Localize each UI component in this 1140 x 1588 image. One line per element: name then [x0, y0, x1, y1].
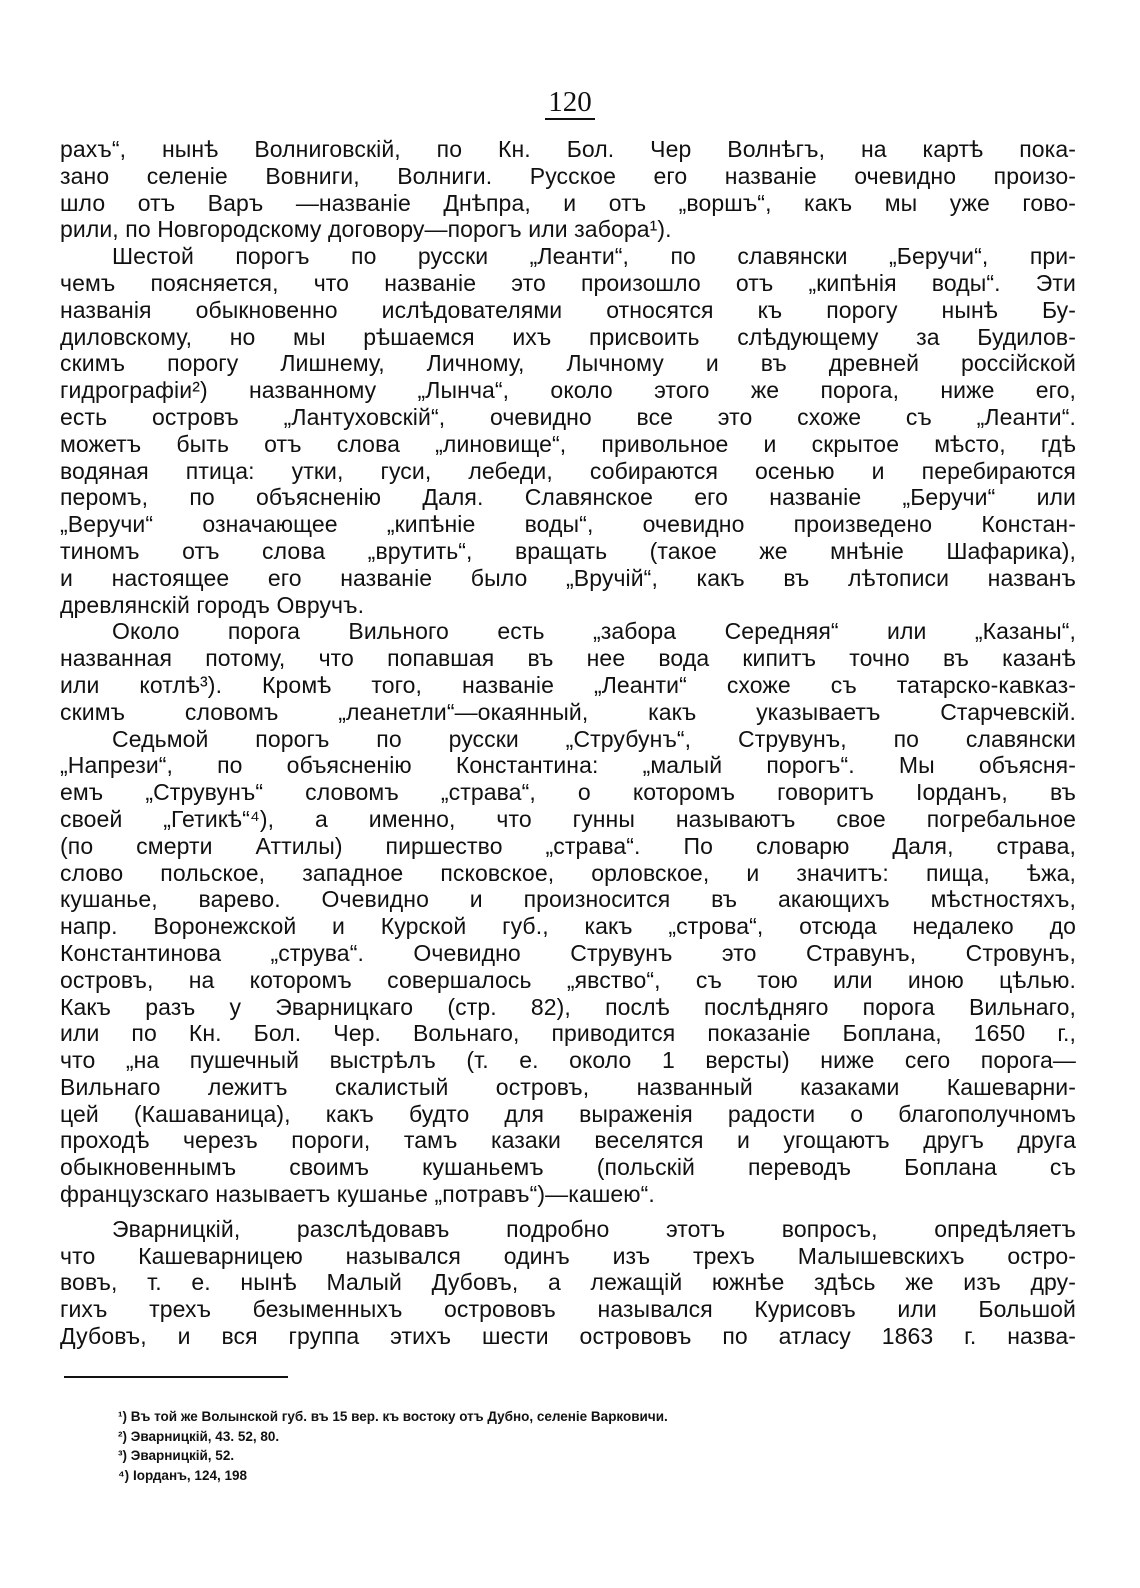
- text-line: есть островъ „Лантуховскій“, очевидно все это схоже съ „Леанти“.: [60, 403, 1076, 430]
- body-text: [60, 136, 1076, 1350]
- text-line: напр. Воронежской и Курской губ., какъ „строва“, отсюда недалеко до: [60, 913, 1076, 940]
- footnote: [118, 1427, 1018, 1447]
- paragraph-gap: [60, 1208, 1076, 1216]
- text-line: названія обыкновенно ислѣдователями относятся къ порогу нынѣ Бу-: [60, 296, 1076, 323]
- text-line: водяная птица: утки, гуси, лебеди, собираются осенью и перебираются: [60, 457, 1076, 484]
- text-line: скимъ порогу Лишнему, Личному, Лычному и въ древней россійской: [60, 350, 1076, 377]
- footnote-text: Эварницкій, 43. 52, 80.: [130, 1428, 280, 1444]
- footnote: [118, 1407, 1018, 1427]
- footnote: [118, 1446, 1018, 1466]
- text-line: и настоящее его названіе было „Вручій“, какъ въ лѣтописи названъ: [60, 564, 1076, 591]
- text-line: гидрографіи²) названному „Лынча“, около этого же порога, ниже его,: [60, 377, 1076, 404]
- text-line: вовъ, т. е. нынѣ Малый Дубовъ, а лежащій южнѣе здѣсь же изъ дру-: [60, 1269, 1076, 1296]
- text-line: емъ „Струвунъ“ словомъ „страва“, о которомъ говоритъ Іорданъ, въ: [60, 779, 1076, 806]
- text-line: древлянскій городъ Овручъ.: [60, 591, 365, 618]
- text-line: французскаго называетъ кушанье „потравъ“)—кашею“.: [60, 1181, 655, 1208]
- text-line: зано селеніе Вовниги, Волниги. Русское его названіе очевидно произо-: [60, 162, 1076, 189]
- text-line: шло отъ Варъ —названіе Днѣпра, и отъ „воршъ“, какъ мы уже гово-: [60, 189, 1076, 216]
- text-line: проходѣ черезъ пороги, тамъ казаки веселятся и угощаютъ другъ друга: [60, 1127, 1076, 1154]
- text-line: слово польское, западное псковское, орловское, и значитъ: пища, ѣжа,: [60, 859, 1076, 886]
- page-number: [0, 86, 1140, 118]
- text-line: чемъ поясняется, что названіе это произошло отъ „кипѣнія воды“. Эти: [60, 269, 1076, 296]
- footnotes: [118, 1407, 1018, 1485]
- text-line: „Напрези“, по объясненію Константина: „малый порогъ“. Мы объясня-: [60, 752, 1076, 779]
- footnote-text: Эварницкій, 52.: [130, 1448, 235, 1463]
- text-line: (по смерти Аттилы) пиршество „страва“. По словарю Даля, страва,: [60, 832, 1076, 859]
- text-line: или по Кн. Бол. Чер. Вольнаго, приводится показаніе Боплана, 1650 г.,: [60, 1020, 1076, 1047]
- text-line: обыкновеннымъ своимъ кушаньемъ (польскій переводъ Боплана съ: [60, 1154, 1076, 1181]
- text-line: цей (Кашаваница), какъ будто для выраженія радости о благополучномъ: [60, 1100, 1076, 1127]
- text-line: названная потому, что попавшая въ нее вода кипитъ точно въ казанѣ: [60, 645, 1076, 672]
- text-line: Дубовъ, и вся группа этихъ шести острововъ по атласу 1863 г. назва-: [60, 1323, 1076, 1350]
- text-line: рахъ“, нынѣ Волниговскій, по Кн. Бол. Чер Волнѣгъ, на картѣ пока-: [60, 136, 1076, 162]
- text-line: что „на пушечный выстрѣлъ (т. е. около 1 версты) ниже сего порога—: [60, 1047, 1076, 1074]
- text-line: скимъ словомъ „леанетли“—окаянный, какъ указываетъ Старчевскій.: [60, 698, 1076, 725]
- footnote-mark: ²): [118, 1428, 127, 1444]
- text-line: или котлѣ³). Кромѣ того, названіе „Леанти“ схоже съ татарско-кавказ-: [60, 671, 1076, 698]
- footnote: [118, 1466, 1018, 1486]
- text-line: можетъ быть отъ слова „линовище“, привольное и скрытое мѣсто, гдѣ: [60, 430, 1076, 457]
- text-line: Эварницкій, разслѣдовавъ подробно этотъ вопросъ, опредѣляетъ: [112, 1215, 1076, 1242]
- text-line: Какъ разъ у Эварницкаго (стр. 82), послѣ послѣдняго порога Вильнаго,: [60, 993, 1076, 1020]
- footnote-text: Въ той же Волынской губ. въ 15 вер. къ востоку отъ Дубно, селеніе Варковичи.: [130, 1409, 668, 1424]
- text-line: Седьмой порогъ по русски „Струбунъ“, Струвунъ, по славянски: [112, 725, 1076, 752]
- footnote-text: Іорданъ, 124, 198: [132, 1467, 247, 1483]
- footnote-mark: ³): [118, 1448, 127, 1463]
- footnote-mark: ⁴): [118, 1467, 130, 1483]
- text-line: что Кашеварницею назывался одинъ изъ трехъ Малышевскихъ остро-: [60, 1242, 1076, 1269]
- text-line: Шестой порогъ по русски „Леанти“, по славянски „Беручи“, при-: [112, 243, 1076, 270]
- text-line: перомъ, по объясненію Даля. Славянское его названіе „Беручи“ или: [60, 484, 1076, 511]
- text-line: гихъ трехъ безыменныхъ острововъ назывался Курисовъ или Большой: [60, 1296, 1076, 1323]
- text-line: островъ, на которомъ совершалось „явство“, съ тою или иною цѣлью.: [60, 966, 1076, 993]
- text-line: Вильнаго лежитъ скалистый островъ, названный казаками Кашеварни-: [60, 1073, 1076, 1100]
- text-line: Константинова „струва“. Очевидно Струвунъ это Стравунъ, Стровунъ,: [60, 939, 1076, 966]
- text-line: тиномъ отъ слова „врутить“, вращать (такое же мнѣніе Шафарика),: [60, 537, 1076, 564]
- text-line: рили, по Новгородскому договору—порогъ или забора¹).: [60, 216, 672, 243]
- text-line: диловскому, но мы рѣшаемся ихъ присвоить слѣдующему за Будилов-: [60, 323, 1076, 350]
- text-line: своей „Гетикѣ“⁴), а именно, что гунны называютъ свое погребальное: [60, 805, 1076, 832]
- text-line: Около порога Вильного есть „забора Середняя“ или „Казаны“,: [112, 618, 1076, 645]
- text-line: „Веручи“ означающее „кипѣніе воды“, очевидно произведено Констан-: [60, 511, 1076, 538]
- page-number-text: 120: [545, 86, 595, 120]
- footnote-separator: [64, 1376, 288, 1378]
- text-line: кушанье, варево. Очевидно и произносится въ акающихъ мѣстностяхъ,: [60, 886, 1076, 913]
- footnote-mark: ¹): [118, 1409, 127, 1424]
